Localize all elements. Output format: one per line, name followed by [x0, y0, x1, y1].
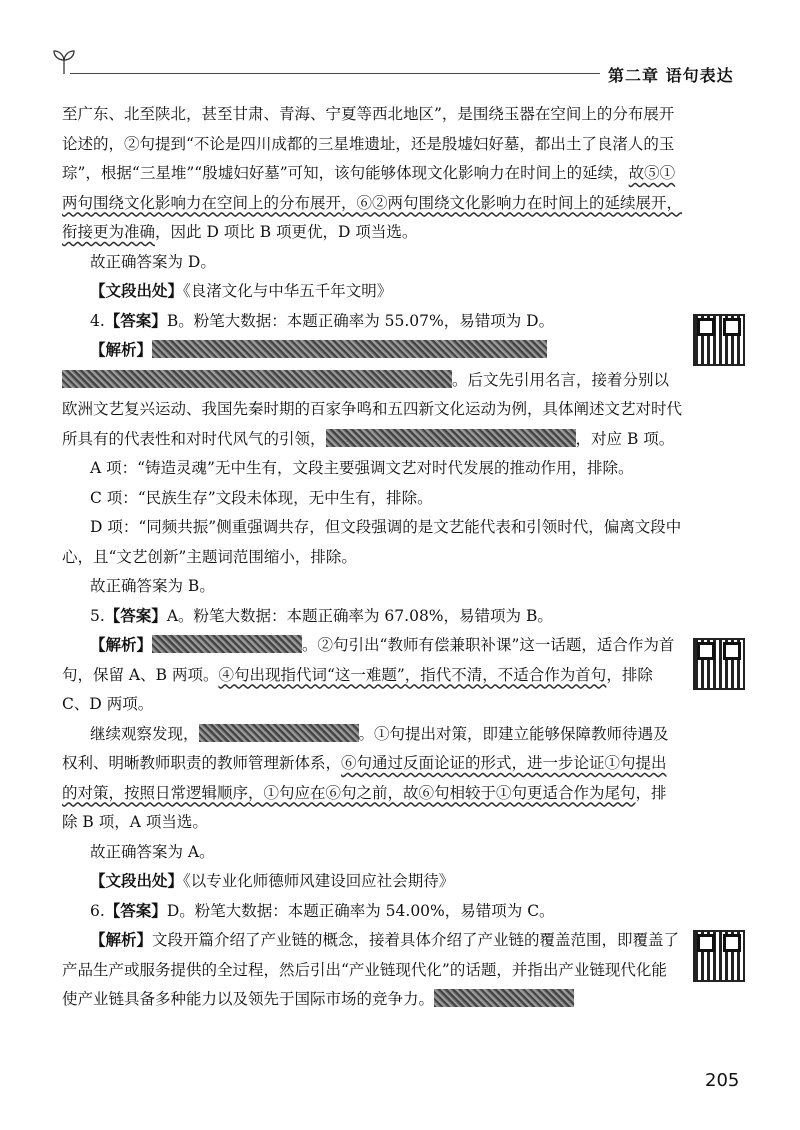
answer-line [62, 897, 682, 927]
paragraph: 故正确答案为 B。 [90, 577, 215, 595]
text-run: 。②句引出“教师有偿兼职补课”这一话题，适合作为首句，保留 A、B 两项。 [62, 636, 675, 684]
qr-code-icon [693, 930, 745, 982]
question-number: 5. [90, 606, 105, 625]
page-number: 205 [705, 1070, 740, 1091]
redacted-text [326, 429, 576, 447]
key-point: ④句出现指代词“这一难题”，指代不清，不适合作为首句 [218, 665, 607, 684]
redacted-text [199, 724, 359, 742]
answer-tag: 【答案】 [104, 901, 167, 920]
paragraph [62, 100, 682, 248]
paragraph [62, 867, 682, 897]
answer-tag: 【答案】 [104, 606, 167, 625]
text-run: 文段开篇介绍了产业链的概念，接着具体介绍了产业链的覆盖范围，即覆盖了产品生产或服务提供的全过程，然后引出“产业链现代化”的话题，并指出产业链现代化能使产业链具备多种能力以及领先于国际市场的竞争力。 [62, 931, 680, 1008]
page-content [62, 100, 682, 1015]
qr-code-icon [693, 314, 745, 366]
redacted-text [62, 370, 452, 388]
analysis-tag: 【解析】 [90, 341, 153, 359]
source-tag: 【文段出处】 [90, 872, 184, 890]
answer-line [62, 602, 682, 632]
paragraph [62, 277, 682, 307]
paragraph [62, 926, 682, 1015]
paragraph: C 项：“民族生存”文段未体现，无中生有，排除。 [90, 488, 433, 507]
question-number: 4. [90, 311, 105, 330]
answer-text: A。粉笔大数据：本题正确率为 67.08%，易错项为 B。 [166, 606, 553, 625]
chapter-title: 第二章 语句表达 [608, 66, 734, 85]
redacted-text [152, 340, 547, 358]
text-run: 至广东、北至陕北，甚至甘肃、青海、宁夏等西北地区”，是围绕玉器在空间上的分布展开论述的，②句提到“不论是四川成都的三星堆遗址，还是殷墟妇好墓，都出土了良渚人的玉琮”，根据“三星堆”“殷墟妇好墓”可知，该句能够体现文化影响力在时间上的延续， [62, 105, 675, 182]
key-point: ⑥句通过反面论证的形式，进一步论证①句提出的对策，按照日常逻辑顺序，①句应在⑥句之前，故⑥句相较于①句更适合作为尾句 [62, 754, 667, 802]
answer-line [62, 307, 682, 337]
text-run: 继续观察发现， [90, 724, 199, 743]
source-tag: 【文段出处】 [90, 282, 184, 300]
answer-text: D。粉笔大数据：本题正确率为 54.00%，易错项为 C。 [166, 901, 555, 920]
redacted-text [152, 635, 302, 653]
paragraph: 故正确答案为 A。 [90, 842, 215, 861]
paragraph: A 项：“铸造灵魂”无中生有，文段主要强调文艺对时代发展的推动作用，排除。 [90, 459, 634, 477]
redacted-text [434, 989, 574, 1007]
analysis-tag: 【解析】 [90, 931, 153, 949]
paragraph: D 项：“同频共振”侧重强调共存，但文段强调的是文艺能代表和引领时代，偏离文段中心，且“文艺创新”主题词范围缩小，排除。 [62, 518, 682, 566]
paragraph [62, 720, 682, 838]
header-rule [70, 73, 600, 74]
paragraph: 故正确答案为 D。 [90, 252, 216, 271]
leaf-icon [50, 48, 78, 76]
text-run: 。①句提出对策，即建立能够保障教师待遇及权利、明晰教师职责的教师管理新体系， [62, 724, 669, 772]
question-number: 6. [90, 901, 105, 920]
paragraph [62, 336, 682, 454]
key-point: 故⑤①两句围绕文化影响力在空间上的分布展开，⑥②两句围绕文化影响力在时间上的延续展开，衔接更为准确 [62, 164, 683, 241]
text-run: ，对应 B 项。 [575, 429, 675, 448]
answer-text: B。粉笔大数据：本题正确率为 55.07%，易错项为 D。 [166, 311, 555, 330]
analysis-tag: 【解析】 [90, 636, 153, 654]
text-run: ，排除 B 项，A 项当选。 [62, 783, 667, 831]
answer-tag: 【答案】 [104, 311, 167, 330]
paragraph [62, 631, 682, 720]
text-run: 。后文先引用名言，接着分别以欧洲文艺复兴运动、我国先秦时期的百家争鸣和五四新文化运动为例，具体阐述文艺对时代所具有的代表性和对时代风气的引领， [62, 370, 683, 448]
source-title: 《良渚文化与中华五千年文明》 [183, 282, 393, 300]
source-title: 《以专业化师德师风建设回应社会期待》 [183, 872, 455, 890]
text-run: ，因此 D 项比 B 项更优，D 项当选。 [155, 223, 418, 241]
qr-code-icon [693, 638, 745, 690]
text-run: ，排除 C、D 两项。 [62, 665, 653, 713]
